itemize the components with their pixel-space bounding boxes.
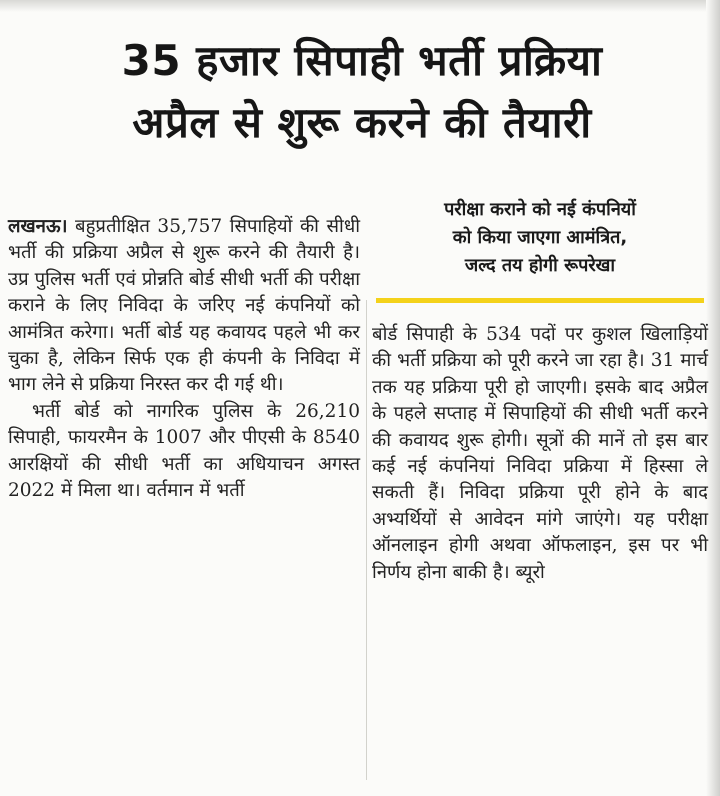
subheadline-underline [376, 298, 704, 303]
article-paragraph-1 [8, 214, 360, 399]
dateline: लखनऊ। [8, 216, 68, 237]
headline [22, 30, 702, 154]
article-paragraph-2: भर्ती बोर्ड को नागरिक पुलिस के 26,210 सिपाही, फायरमैन के 1007 और पीएसी के 8540 आरक्षियों की सीधी भर्ती का अधियाचन अगस्त 2022 में मिला था। वर्तमान में भर्ती [8, 400, 360, 502]
paper-shadow-top [0, 0, 720, 12]
paper-shadow-right [706, 0, 720, 796]
article-column-left [8, 214, 360, 504]
column-divider [366, 300, 367, 780]
article-column-right [372, 322, 708, 586]
subheadline [380, 196, 700, 280]
article-paragraph-1-text: बहुप्रतीक्षित 35,757 सिपाहियों की सीधी भर्ती की प्रक्रिया अप्रैल से शुरू करने की तैयारी है। उप्र पुलिस भर्ती एवं प्रोन्नति बोर्ड सीधी भर्ती की परीक्षा कराने के लिए निविदा के जरिए नई कंपनियों को आमंत्रित करेगा। भर्ती बोर्ड यह कवायद पहले भी कर चुका है, लेकिन सिर्फ एक ही कंपनी के निविदा में भाग लेने से प्रक्रिया निरस्त कर दी गई थी। [8, 216, 360, 396]
headline-line-2: अप्रैल से शुरू करने की तैयारी [132, 98, 592, 147]
article-paragraph-3: बोर्ड सिपाही के 534 पदों पर कुशल खिलाड़ियों की भर्ती प्रक्रिया को पूरी करने जा रहा है। 31 मार्च तक यह प्रक्रिया पूरी हो जाएगी। इसके बाद अप्रैल के पहले सप्ताह में सिपाहियों की सीधी भर्ती करने की कवायद शुरू होगी। सूत्रों की मानें तो इस बार कई नई कंपनियां निविदा प्रक्रिया में हिस्सा ले सकती हैं। निविदा प्रक्रिया पूरी होने के बाद अभ्यर्थियों से आवेदन मांगे जाएंगे। यह परीक्षा ऑनलाइन होगी अथवा ऑफलाइन, इस पर भी निर्णय होना बाकी है। ब्यूरो [372, 324, 708, 583]
headline-line-1: 35 हजार सिपाही भर्ती प्रक्रिया [121, 36, 603, 85]
subheadline-line-1: परीक्षा कराने को नई कंपनियों [444, 199, 636, 220]
subheadline-line-3: जल्द तय होगी रूपरेखा [464, 255, 616, 276]
subheadline-line-2: को किया जाएगा आमंत्रित, [452, 227, 628, 248]
